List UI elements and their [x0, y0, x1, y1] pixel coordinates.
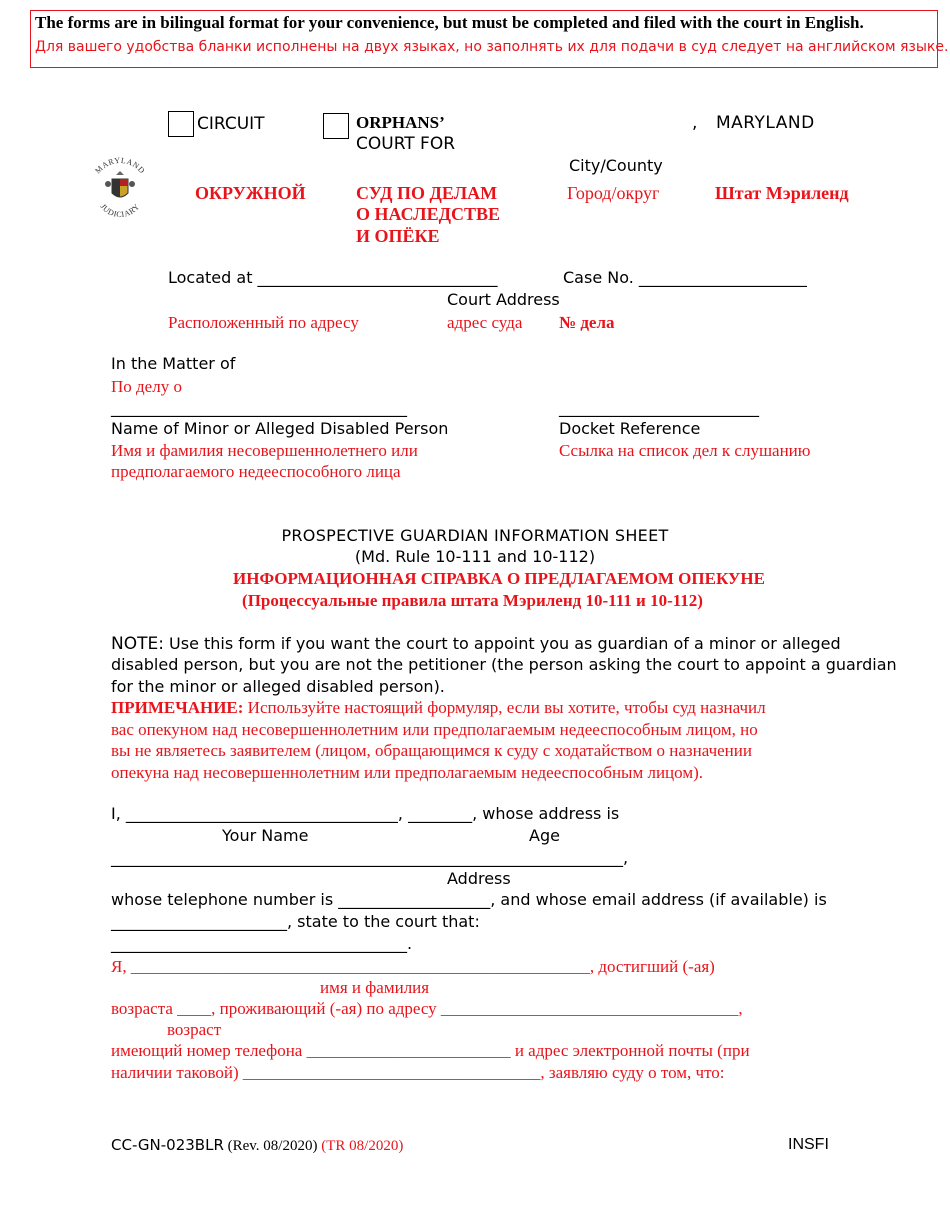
statement-name-age-field[interactable]: I, __________________________________, ________, whose address is [111, 804, 620, 823]
note-ru-line-4: опекуна над несовершеннолетним или предполагаемым недееспособным лицом). [111, 763, 703, 782]
maryland-judiciary-seal-icon [84, 153, 156, 225]
note-line-1 [111, 634, 841, 654]
form-identifier: INSFI [788, 1136, 829, 1153]
orphans-label-ru-2: О НАСЛЕДСТВЕ [356, 204, 500, 224]
circuit-label-ru: ОКРУЖНОЙ [195, 183, 306, 203]
note-ru-line-1 [111, 698, 766, 718]
maryland-label-ru: Штат Мэриленд [715, 183, 849, 203]
in-the-matter-of-label: In the Matter of [111, 354, 236, 373]
banner-russian-text: Для вашего удобства бланки исполнены на двух языках, но заполнять их для подачи в суд следует на английском языке. [35, 39, 949, 55]
revision-date: (Rev. 08/2020) [223, 1138, 318, 1154]
minor-name-label-ru-1: Имя и фамилия несовершеннолетнего или [111, 441, 418, 460]
minor-name-label: Name of Minor or Alleged Disabled Person [111, 419, 449, 438]
located-at-label-ru: Расположенный по адресу [168, 313, 359, 332]
court-address-label: Court Address [447, 290, 560, 309]
form-title-ru: ИНФОРМАЦИОННАЯ СПРАВКА О ПРЕДЛАГАЕМОМ ОПЕКУНЕ [233, 569, 765, 588]
city-county-label: City/County [569, 156, 663, 175]
form-code-line [111, 1136, 403, 1155]
court-for-label: COURT FOR [356, 134, 456, 154]
orphans-label-ru-3: И ОПЁКЕ [356, 226, 440, 246]
seal-bottom-text: JUDICIARY [98, 201, 142, 220]
circuit-label: CIRCUIT [197, 114, 265, 134]
address-label: Address [447, 869, 511, 888]
located-at-field[interactable]: Located at ______________________________ [168, 268, 498, 287]
case-number-field[interactable]: Case No. _____________________ [563, 268, 807, 287]
statement-ru-name-field[interactable]: Я, ______________________________________________________, достигший (-ая) [111, 957, 715, 976]
note-ru-text-1: Используйте настоящий формуляр, если вы хотите, чтобы суд назначил [243, 698, 766, 717]
statement-address-field[interactable]: ________________________________________________________________, [111, 848, 629, 867]
translation-date: (TR 08/2020) [317, 1138, 404, 1154]
form-rule-reference-ru: (Процессуальные правила штата Мэриленд 10-111 и 10-112) [242, 591, 703, 610]
note-label: NOTE: [111, 634, 164, 654]
your-name-label: Your Name [222, 826, 309, 845]
orphans-court-checkbox[interactable] [323, 113, 349, 139]
age-label-ru: возраст [167, 1020, 222, 1039]
docket-reference-field[interactable]: _________________________ [559, 398, 759, 417]
case-number-label-ru: № дела [559, 313, 615, 332]
note-line-3: for the minor or alleged disabled person). [111, 677, 445, 696]
minor-name-field[interactable]: _____________________________________ [111, 398, 407, 417]
form-title: PROSPECTIVE GUARDIAN INFORMATION SHEET [281, 526, 669, 545]
note-ru-line-2: вас опекуном над несовершеннолетним или предполагаемым недееспособным лицом, но [111, 720, 758, 739]
circuit-court-checkbox[interactable] [168, 111, 194, 137]
city-county-label-ru: Город/округ [567, 183, 660, 203]
maryland-label: MARYLAND [716, 113, 815, 133]
name-label-ru: имя и фамилия [320, 978, 430, 997]
note-ru-line-3: вы не являетесь заявителем (лицом, обращающимся к суду с ходатайством о назначении [111, 741, 752, 760]
statement-extra-field[interactable]: _____________________________________. [111, 934, 413, 953]
seal-top-text: MARYLAND [93, 155, 147, 176]
banner-english-text: The forms are in bilingual format for your convenience, but must be completed and filed with the court in English. [35, 13, 864, 32]
form-rule-reference: (Md. Rule 10-111 and 10-112) [354, 547, 596, 566]
comma-separator: , [692, 113, 698, 133]
court-address-label-ru: адрес суда [447, 313, 523, 332]
statement-telephone-field[interactable]: whose telephone number is ___________________, and whose email address (if available) is [111, 890, 827, 909]
docket-reference-label-ru: Ссылка на список дел к слушанию [559, 441, 811, 460]
minor-name-label-ru-2: предполагаемого недееспособного лица [111, 462, 401, 481]
orphans-label: ORPHANS’ [356, 113, 445, 132]
in-the-matter-of-label-ru: По делу о [111, 377, 182, 396]
form-code: CC-GN-023BLR [111, 1136, 224, 1154]
note-line-2: disabled person, but you are not the petitioner (the person asking the court to appoint a guardian [111, 655, 897, 674]
age-label: Age [529, 826, 560, 845]
statement-ru-email-field[interactable]: наличии таковой) ___________________________________, заявляю суду о том, что: [111, 1063, 725, 1082]
docket-reference-label: Docket Reference [559, 419, 701, 438]
note-label-ru: ПРИМЕЧАНИЕ: [111, 698, 244, 717]
statement-ru-age-address-field[interactable]: возраста ____, проживающий (-ая) по адресу ___________________________________, [111, 999, 743, 1018]
orphans-label-ru-1: СУД ПО ДЕЛАМ [356, 183, 498, 203]
statement-email-field[interactable]: ______________________, state to the court that: [111, 912, 480, 931]
note-text-1: Use this form if you want the court to appoint you as guardian of a minor or alleged [163, 634, 841, 653]
svg-text:JUDICIARY [99, 202, 142, 219]
statement-ru-telephone-field[interactable]: имеющий номер телефона ________________________ и адрес электронной почты (при [111, 1041, 750, 1060]
